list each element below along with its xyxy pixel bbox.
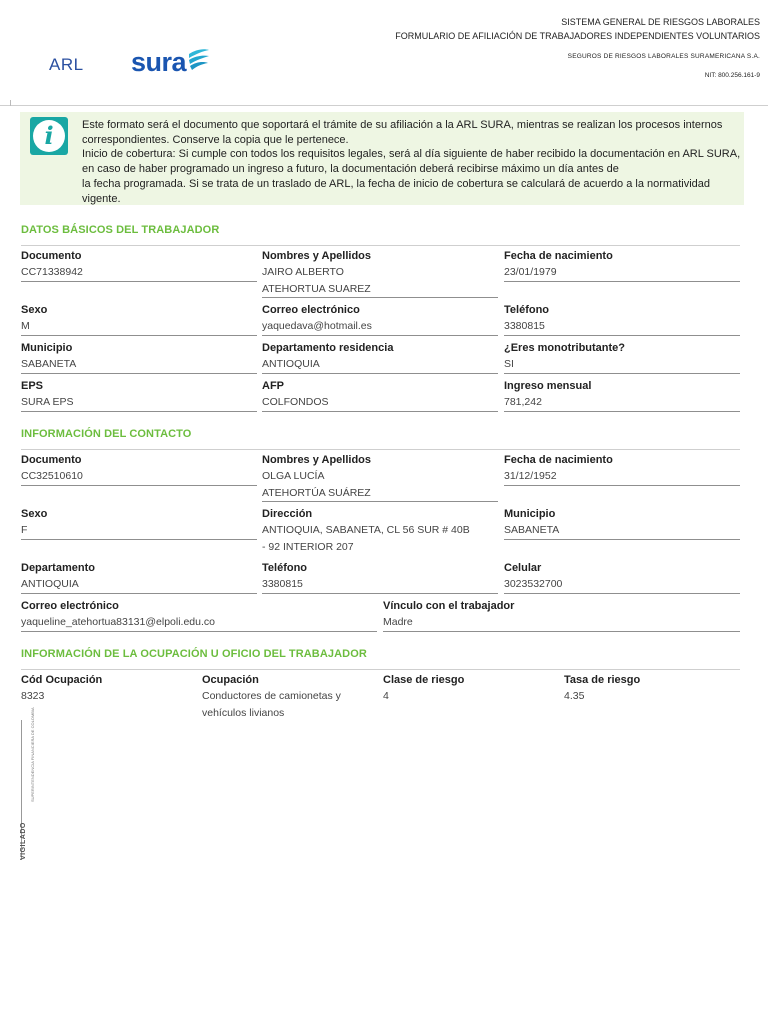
- field-label: ¿Eres monotributante?: [504, 342, 626, 354]
- field-value-line: JAIRO ALBERTO: [262, 266, 344, 278]
- field-label: Clase de riesgo: [383, 674, 465, 686]
- field-value-line: ATEHORTÚA SUÁREZ: [262, 486, 371, 499]
- contact-direccion-field: [262, 507, 498, 555]
- field-value: 8323: [21, 690, 45, 702]
- header-divider-tick: [10, 100, 11, 106]
- field-value: ANTIOQUIA: [21, 576, 257, 594]
- field-label: Sexo: [21, 508, 48, 520]
- field-value-line: - 92 INTERIOR 207: [262, 540, 354, 553]
- worker-departamento-field: [262, 341, 498, 374]
- contact-sexo-field: [21, 507, 257, 540]
- field-value-line: Conductores de camionetas y: [202, 690, 341, 702]
- notice-box: [20, 112, 744, 205]
- info-icon: i: [30, 117, 68, 155]
- field-value-line: OLGA LUCÍA: [262, 470, 325, 482]
- field-label: Ingreso mensual: [504, 380, 592, 392]
- contact-documento-field: [21, 453, 257, 486]
- field-value: COLFONDOS: [262, 394, 498, 412]
- field-value: 3023532700: [504, 576, 740, 594]
- occupation-tasa-field: [564, 673, 740, 705]
- worker-section-title: DATOS BÁSICOS DEL TRABAJADOR: [21, 224, 220, 236]
- field-label: Nombres y Apellidos: [262, 454, 372, 466]
- sura-wings-icon: [187, 46, 211, 76]
- sura-wordmark: sura: [131, 47, 187, 77]
- occupation-section-title: INFORMACIÓN DE LA OCUPACIÓN U OFICIO DEL TRABAJADOR: [21, 648, 367, 660]
- contact-correo-field: [21, 599, 377, 632]
- worker-telefono-field: [504, 303, 740, 336]
- field-label: Tasa de riesgo: [564, 674, 641, 686]
- field-value: [202, 688, 378, 721]
- field-label: Teléfono: [262, 562, 308, 574]
- system-title: SISTEMA GENERAL DE RIESGOS LABORALES: [561, 17, 760, 27]
- contact-municipio-field: [504, 507, 740, 540]
- worker-monotributante-field: [504, 341, 740, 374]
- form-header: [395, 15, 760, 81]
- field-value: CC71338942: [21, 264, 257, 282]
- worker-nacimiento-field: [504, 249, 740, 282]
- field-value: SABANETA: [21, 356, 257, 374]
- field-label: Departamento residencia: [262, 342, 394, 354]
- field-value-line: ANTIOQUIA, SABANETA, CL 56 SUR # 40B: [262, 524, 470, 536]
- worker-ingreso-field: [504, 379, 740, 412]
- worker-nombres-field: [262, 249, 498, 298]
- field-value: 31/12/1952: [504, 468, 740, 486]
- field-value: 3380815: [504, 318, 740, 336]
- field-value: 781,242: [504, 394, 740, 412]
- field-label: Fecha de nacimiento: [504, 250, 613, 262]
- field-value: [262, 522, 498, 555]
- field-value: yaqueline_atehortua83131@elpoli.edu.co: [21, 614, 377, 632]
- field-value: [262, 264, 498, 298]
- form-title: FORMULARIO DE AFILIACIÓN DE TRABAJADORES INDEPENDIENTES VOLUNTARIOS: [395, 31, 760, 41]
- worker-eps-field: [21, 379, 257, 412]
- field-label: AFP: [262, 380, 284, 392]
- worker-afp-field: [262, 379, 498, 412]
- notice-paragraph-2: Inicio de cobertura: Si cumple con todos los requisitos legales, será al día siguiente de haber recibido la documentación en ARL SURA, en caso de haber programado un ingreso a futuro, la documentación deberá recibirse máximo un día antes de: [82, 148, 741, 176]
- sura-logo: [131, 47, 211, 77]
- occupation-clase-field: [383, 673, 559, 705]
- contact-telefono-field: [262, 561, 498, 594]
- notice-text: [82, 118, 742, 206]
- field-label: Correo electrónico: [262, 304, 360, 316]
- field-value: [262, 468, 498, 502]
- field-label: Cód Ocupación: [21, 674, 103, 686]
- superintendencia-text: SUPERINTENDENCIA FINANCIERA DE COLOMBIA: [30, 707, 35, 802]
- field-label: Ocupación: [202, 674, 259, 686]
- vigilado-watermark: [12, 707, 38, 860]
- worker-municipio-field: [21, 341, 257, 374]
- field-value-line: vehículos livianos: [202, 706, 285, 719]
- contact-departamento-field: [21, 561, 257, 594]
- field-value: Madre: [383, 614, 740, 632]
- field-label: Teléfono: [504, 304, 550, 316]
- field-value: 3380815: [262, 576, 498, 594]
- field-value: M: [21, 318, 257, 336]
- field-label: EPS: [21, 380, 44, 392]
- occupation-cod-field: [21, 673, 197, 705]
- field-label: Documento: [21, 250, 82, 262]
- field-value: SI: [504, 356, 740, 374]
- field-label: Documento: [21, 454, 82, 466]
- worker-documento-field: [21, 249, 257, 282]
- field-value: 4.35: [564, 690, 585, 702]
- field-value: 23/01/1979: [504, 264, 740, 282]
- contact-section-divider: [21, 449, 740, 450]
- field-label: Vínculo con el trabajador: [383, 600, 515, 612]
- field-label: Municipio: [21, 342, 73, 354]
- company-nit: NIT: 800.256.161-9: [704, 72, 760, 79]
- contact-section-title: INFORMACIÓN DEL CONTACTO: [21, 428, 192, 440]
- header-divider: [0, 105, 768, 106]
- arl-logo: ARL: [49, 55, 84, 74]
- occupation-section-divider: [21, 669, 740, 670]
- field-label: Sexo: [21, 304, 48, 316]
- occupation-ocupacion-field: [202, 673, 378, 721]
- contact-celular-field: [504, 561, 740, 594]
- field-value: SABANETA: [504, 522, 740, 540]
- field-label: Fecha de nacimiento: [504, 454, 613, 466]
- worker-sexo-field: [21, 303, 257, 336]
- field-label: Nombres y Apellidos: [262, 250, 372, 262]
- worker-section-divider: [21, 245, 740, 246]
- vigilado-text: VIGILADO: [20, 822, 27, 860]
- notice-paragraph-1: Este formato será el documento que soportará el trámite de su afiliación a la ARL SURA, mientras se realizan los procesos internos correspondientes. Conserve la copia que le pertenece.: [82, 119, 723, 146]
- contact-nacimiento-field: [504, 453, 740, 486]
- field-label: Celular: [504, 562, 542, 574]
- company-name: SEGUROS DE RIESGOS LABORALES SURAMERICANA S.A.: [567, 53, 760, 60]
- field-label: Dirección: [262, 508, 313, 520]
- worker-correo-field: [262, 303, 498, 336]
- field-value-line: ATEHORTUA SUAREZ: [262, 282, 371, 295]
- field-value: SURA EPS: [21, 394, 257, 412]
- field-value: F: [21, 522, 257, 540]
- field-label: Correo electrónico: [21, 600, 119, 612]
- field-label: Municipio: [504, 508, 556, 520]
- field-value: CC32510610: [21, 468, 257, 486]
- contact-vinculo-field: [383, 599, 740, 632]
- field-label: Departamento: [21, 562, 95, 574]
- field-value: 4: [383, 690, 389, 702]
- contact-nombres-field: [262, 453, 498, 502]
- notice-paragraph-3: la fecha programada. Si se trata de un traslado de ARL, la fecha de inicio de cobertura se calculará de acuerdo a la normatividad vigente.: [82, 177, 710, 205]
- field-value: ANTIOQUIA: [262, 356, 498, 374]
- field-value: yaquedava@hotmail.es: [262, 318, 498, 336]
